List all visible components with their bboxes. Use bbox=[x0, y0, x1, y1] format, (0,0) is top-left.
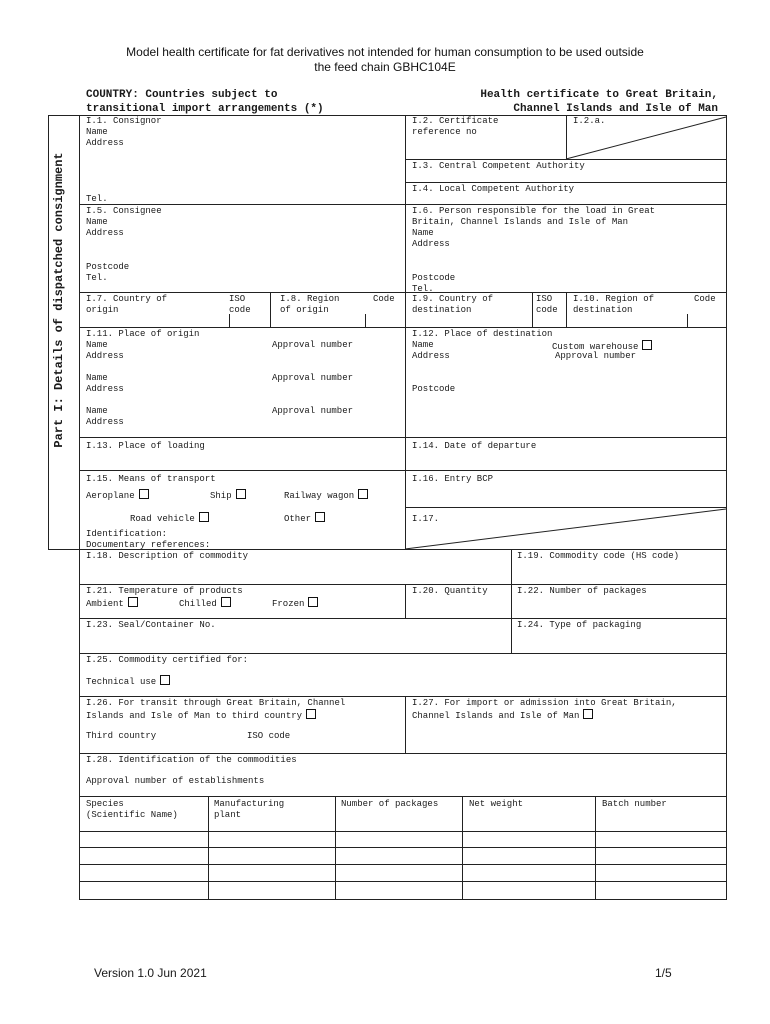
field-i26-label: I.26. For transit through Great Britain, Channel bbox=[86, 698, 346, 708]
certificate-title-line2: Channel Islands and Isle of Man bbox=[513, 103, 718, 115]
origin-approval-label-2: Approval number bbox=[272, 373, 354, 383]
third-country-iso-label: ISO code bbox=[247, 731, 291, 741]
custom-warehouse-checkbox[interactable] bbox=[642, 340, 652, 350]
origin-name-label-1: Name bbox=[86, 340, 108, 350]
consignor-address-label: Address bbox=[86, 138, 124, 148]
i7-code-label: code bbox=[229, 305, 251, 315]
transit-checkbox[interactable] bbox=[306, 709, 316, 719]
field-i7-label: I.7. Country of bbox=[86, 294, 168, 304]
destination-address-label: Address bbox=[412, 351, 450, 361]
field-i8-label-2: of origin bbox=[280, 305, 329, 315]
i10-code-label: Code bbox=[694, 294, 716, 304]
road-vehicle-label: Road vehicle bbox=[130, 514, 195, 524]
origin-address-label-1: Address bbox=[86, 351, 124, 361]
frozen-checkbox[interactable] bbox=[308, 597, 318, 607]
field-i14-label: I.14. Date of departure bbox=[412, 441, 537, 451]
certificate-title-line1: Health certificate to Great Britain, bbox=[480, 89, 718, 101]
ship-checkbox[interactable] bbox=[236, 489, 246, 499]
country-line2: transitional import arrangements (*) bbox=[86, 103, 324, 115]
field-i1-label: I.1. Consignor bbox=[86, 116, 162, 126]
chilled-checkbox[interactable] bbox=[221, 597, 231, 607]
field-i2-label-2: reference no bbox=[412, 127, 477, 137]
field-i6-label: I.6. Person responsible for the load in Great bbox=[412, 206, 656, 216]
country-line1: COUNTRY: Countries subject to bbox=[86, 89, 278, 101]
ship-label: Ship bbox=[210, 491, 232, 501]
frozen-label: Frozen bbox=[272, 599, 305, 609]
i8-code-label: Code bbox=[373, 294, 395, 304]
field-i24-label: I.24. Type of packaging bbox=[517, 620, 642, 630]
consignee-address-label: Address bbox=[86, 228, 124, 238]
field-i27-label-2: Channel Islands and Isle of Man bbox=[412, 711, 580, 721]
footer-version: Version 1.0 Jun 2021 bbox=[94, 966, 207, 980]
document-title-line2: the feed chain GBHC104E bbox=[314, 60, 456, 74]
field-i12-label: I.12. Place of destination bbox=[412, 329, 553, 339]
other-transport-label: Other bbox=[284, 514, 312, 524]
other-transport-checkbox[interactable] bbox=[315, 512, 325, 522]
responsible-tel-label: Tel. bbox=[412, 284, 434, 294]
origin-address-label-3: Address bbox=[86, 417, 124, 427]
railway-wagon-checkbox[interactable] bbox=[358, 489, 368, 499]
col-manufacturing-header-2: plant bbox=[214, 810, 242, 820]
field-i25-label: I.25. Commodity certified for: bbox=[86, 655, 249, 665]
i9-code-label: code bbox=[536, 305, 558, 315]
establishments-label: Approval number of establishments bbox=[86, 776, 265, 786]
field-i4-label: I.4. Local Competent Authority bbox=[412, 184, 575, 194]
col-net-weight-header: Net weight bbox=[469, 799, 524, 809]
field-i8-label: I.8. Region bbox=[280, 294, 340, 304]
responsible-postcode-label: Postcode bbox=[412, 273, 456, 283]
field-i7-label-2: origin bbox=[86, 305, 119, 315]
field-i26-label-2: Islands and Isle of Man to third country bbox=[86, 711, 303, 721]
aeroplane-checkbox[interactable] bbox=[139, 489, 149, 499]
footer-page-number: 1/5 bbox=[655, 966, 672, 980]
consignor-tel-label: Tel. bbox=[86, 194, 108, 204]
col-species-header-2: (Scientific Name) bbox=[86, 810, 178, 820]
ambient-label: Ambient bbox=[86, 599, 124, 609]
part-one-label: Part I: Details of dispatched consignment bbox=[52, 152, 66, 448]
i9-iso-label: ISO bbox=[536, 294, 553, 304]
i7-iso-label: ISO bbox=[229, 294, 246, 304]
origin-name-label-2: Name bbox=[86, 373, 108, 383]
origin-approval-label-1: Approval number bbox=[272, 340, 354, 350]
consignee-postcode-label: Postcode bbox=[86, 262, 130, 272]
field-i20-label: I.20. Quantity bbox=[412, 586, 488, 596]
technical-use-checkbox[interactable] bbox=[160, 675, 170, 685]
responsible-address-label: Address bbox=[412, 239, 450, 249]
field-i5-label: I.5. Consignee bbox=[86, 206, 162, 216]
destination-name-label: Name bbox=[412, 340, 434, 350]
col-batch-header: Batch number bbox=[602, 799, 667, 809]
field-i2-label: I.2. Certificate bbox=[412, 116, 499, 126]
field-i19-label: I.19. Commodity code (HS code) bbox=[517, 551, 680, 561]
documentary-references-label: Documentary references: bbox=[86, 540, 211, 550]
field-i13-label: I.13. Place of loading bbox=[86, 441, 205, 451]
field-i15-label: I.15. Means of transport bbox=[86, 474, 216, 484]
field-i9-label: I.9. Country of bbox=[412, 294, 494, 304]
document-title-line1: Model health certificate for fat derivatives not intended for human consumption to be used outside bbox=[126, 45, 644, 59]
field-i9-label-2: destination bbox=[412, 305, 472, 315]
field-i2a-label: I.2.a. bbox=[573, 116, 606, 126]
import-checkbox[interactable] bbox=[583, 709, 593, 719]
field-i28-label: I.28. Identification of the commodities bbox=[86, 755, 297, 765]
field-i16-label: I.16. Entry BCP bbox=[412, 474, 494, 484]
field-i10-label: I.10. Region of bbox=[573, 294, 655, 304]
col-manufacturing-header: Manufacturing bbox=[214, 799, 285, 809]
field-i21-label: I.21. Temperature of products bbox=[86, 586, 243, 596]
field-i23-label: I.23. Seal/Container No. bbox=[86, 620, 216, 630]
field-i10-label-2: destination bbox=[573, 305, 633, 315]
col-packages-header: Number of packages bbox=[341, 799, 439, 809]
identification-label: Identification: bbox=[86, 529, 168, 539]
custom-warehouse-label: Custom warehouse bbox=[552, 342, 639, 352]
ambient-checkbox[interactable] bbox=[128, 597, 138, 607]
field-i18-label: I.18. Description of commodity bbox=[86, 551, 249, 561]
consignor-name-label: Name bbox=[86, 127, 108, 137]
field-i22-label: I.22. Number of packages bbox=[517, 586, 647, 596]
destination-approval-label: Approval number bbox=[555, 351, 637, 361]
consignee-name-label: Name bbox=[86, 217, 108, 227]
origin-approval-label-3: Approval number bbox=[272, 406, 354, 416]
field-i17-label: I.17. bbox=[412, 514, 440, 524]
origin-address-label-2: Address bbox=[86, 384, 124, 394]
origin-name-label-3: Name bbox=[86, 406, 108, 416]
chilled-label: Chilled bbox=[179, 599, 217, 609]
field-i6-label-2: Britain, Channel Islands and Isle of Man bbox=[412, 217, 629, 227]
field-i11-label: I.11. Place of origin bbox=[86, 329, 200, 339]
road-vehicle-checkbox[interactable] bbox=[199, 512, 209, 522]
destination-postcode-label: Postcode bbox=[412, 384, 456, 394]
consignee-tel-label: Tel. bbox=[86, 273, 108, 283]
responsible-name-label: Name bbox=[412, 228, 434, 238]
field-i3-label: I.3. Central Competent Authority bbox=[412, 161, 585, 171]
technical-use-label: Technical use bbox=[86, 677, 157, 687]
col-species-header: Species bbox=[86, 799, 124, 809]
aeroplane-label: Aeroplane bbox=[86, 491, 135, 501]
third-country-label: Third country bbox=[86, 731, 157, 741]
field-i27-label: I.27. For import or admission into Great Britain, bbox=[412, 698, 677, 708]
railway-wagon-label: Railway wagon bbox=[284, 491, 355, 501]
